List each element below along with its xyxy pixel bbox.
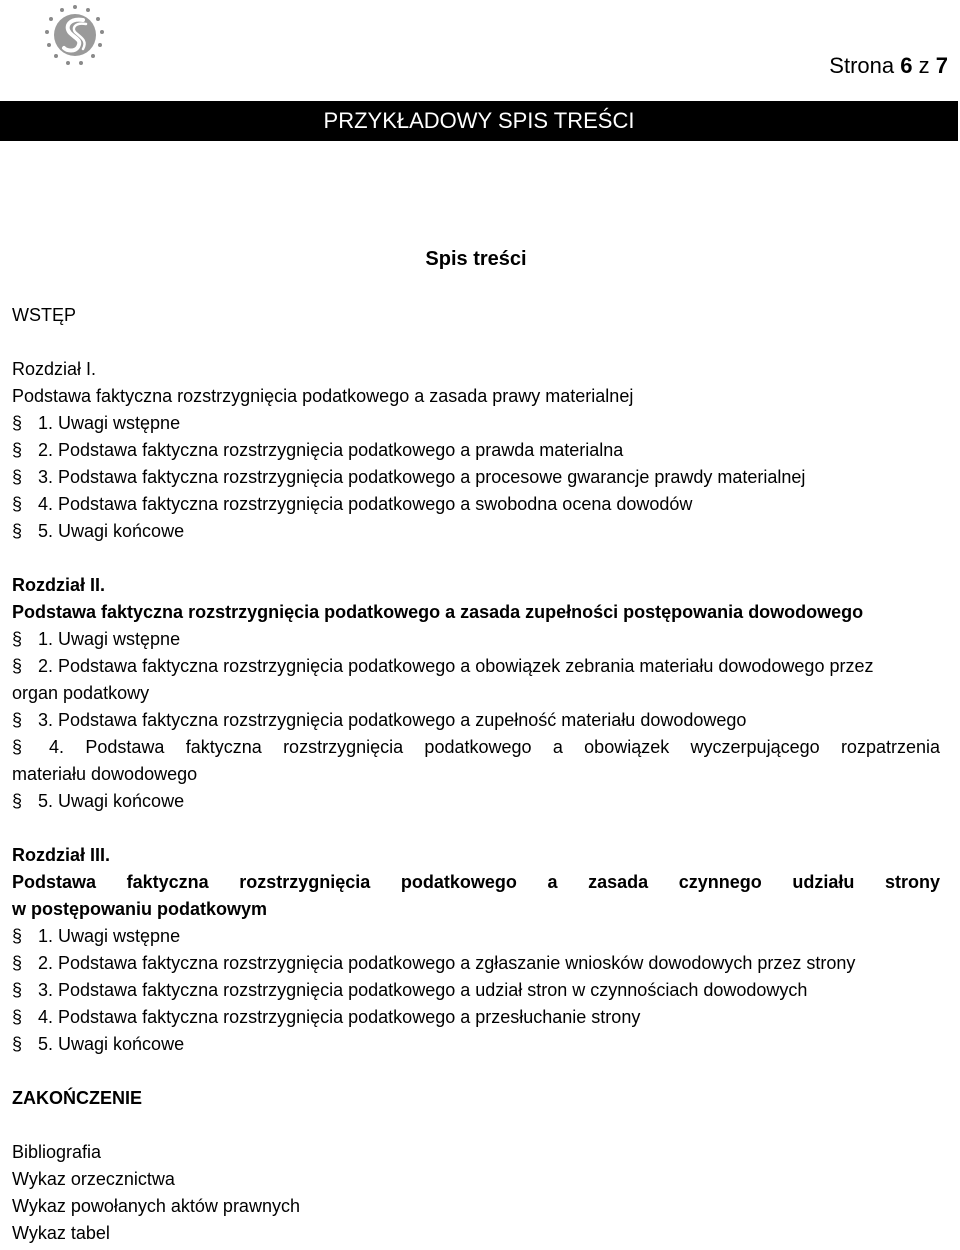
toc-heading: Spis treści [425,248,527,270]
toc-item-text: 2. Podstawa faktyczna rozstrzygnięcia podatkowego a zgłaszanie wniosków dowodowych przez strony [38,953,856,973]
page-number [829,53,948,79]
section-mark: § [12,413,23,433]
chapter-3-title-line1: Podstawa faktyczna rozstrzygnięcia podatkowego a zasada czynnego udziału strony [12,872,940,892]
section-mark: § [12,1007,23,1027]
section-mark: § [12,926,23,946]
section-mark: § [12,953,23,973]
toc-item [12,1004,940,1031]
toc-item [12,707,940,734]
toc-item [12,626,940,653]
toc-item [12,1031,940,1058]
toc-item-text: 3. Podstawa faktyczna rozstrzygnięcia podatkowego a zupełność materiału dowodowego [38,710,747,730]
toc-item-text: 1. Uwagi wstępne [38,413,181,433]
toc-item [12,410,940,437]
page-current: 6 [900,53,913,78]
toc-item [12,977,940,1004]
section-mark: § [12,656,23,676]
title-banner [0,101,958,141]
toc-item-text: 5. Uwagi końcowe [38,1034,185,1054]
toc-item-text: 1. Uwagi wstępne [38,629,181,649]
section-mark: § [12,980,23,1000]
toc-item-text: 4. Podstawa faktyczna rozstrzygnięcia podatkowego a przesłuchanie strony [38,1007,641,1027]
section-mark: § [12,629,23,649]
toc-item-text: 3. Podstawa faktyczna rozstrzygnięcia podatkowego a udział stron w czynnościach dowodowych [38,980,808,1000]
section-mark: § [12,494,23,514]
toc-item-continuation: organ podatkowy [12,683,150,703]
logo-emblem-icon [42,2,108,68]
section-mark: § [12,791,23,811]
toc-item [12,464,940,491]
section-mark: § [12,1034,23,1054]
chapter-3-title-line2: w postępowaniu podatkowym [12,899,268,919]
publisher-logo [42,2,108,68]
toc-appendix-item: Bibliografia [12,1142,102,1162]
chapter-1-title: Podstawa faktyczna rozstrzygnięcia podatkowego a zasada prawy materialnej [12,386,634,406]
banner-title: PRZYKŁADOWY SPIS TREŚCI [323,108,635,133]
chapter-1-label: Rozdział I. [12,359,97,379]
toc-item [12,923,940,950]
section-mark: § [12,467,23,487]
toc-item-text: 4. Podstawa faktyczna rozstrzygnięcia podatkowego a obowiązek wyczerpującego rozpatrzenia [49,737,940,757]
toc-item-text: 5. Uwagi końcowe [38,791,185,811]
toc-item [12,788,940,815]
chapter-3-label: Rozdział III. [12,845,111,865]
toc-item-text: 1. Uwagi wstępne [38,926,181,946]
toc-intro: WSTĘP [12,305,77,325]
toc-item-text: 2. Podstawa faktyczna rozstrzygnięcia podatkowego a prawda materialna [38,440,624,460]
toc-item [12,491,940,518]
toc-item-continuation: materiału dowodowego [12,764,198,784]
page-prefix: Strona [829,53,895,78]
toc-appendix-item: Wykaz powołanych aktów prawnych [12,1196,300,1216]
toc-item-text: 3. Podstawa faktyczna rozstrzygnięcia podatkowego a procesowe gwarancje prawdy materialnej [38,467,806,487]
toc-item-text: 2. Podstawa faktyczna rozstrzygnięcia podatkowego a obowiązek zebrania materiału dowodowego przez [38,656,874,676]
section-mark: § [12,521,23,541]
chapter-2-label: Rozdział II. [12,575,106,595]
toc-item [12,734,940,761]
toc-item [12,518,940,545]
toc-item [12,950,940,977]
toc-conclusion: ZAKOŃCZENIE [12,1088,142,1108]
chapter-2-title: Podstawa faktyczna rozstrzygnięcia podatkowego a zasada zupełności postępowania dowodowego [12,602,864,622]
toc-appendix-item: Wykaz tabel [12,1223,110,1243]
toc-appendix-item: Wykaz orzecznictwa [12,1169,175,1189]
page-total: 7 [935,53,948,78]
toc-item [12,653,940,680]
toc-item [12,437,940,464]
toc-item-text: 4. Podstawa faktyczna rozstrzygnięcia podatkowego a swobodna ocena dowodów [38,494,693,514]
toc-item-text: 5. Uwagi końcowe [38,521,185,541]
section-mark: § [12,710,23,730]
section-mark: § [12,440,23,460]
page-separator: z [918,53,930,78]
table-of-contents [12,302,940,1247]
section-mark: § [12,737,23,757]
